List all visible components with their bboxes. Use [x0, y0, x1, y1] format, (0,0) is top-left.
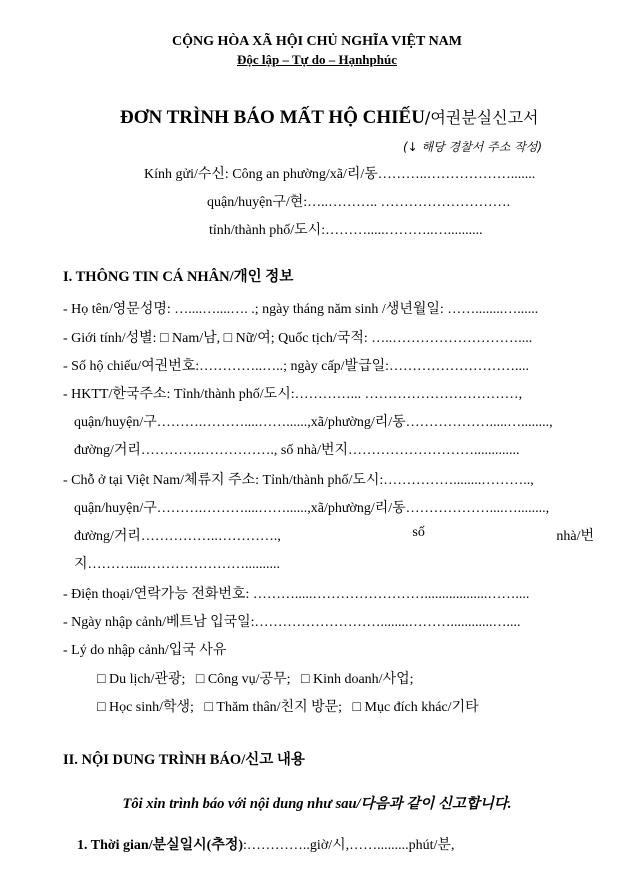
street-label: đường/거리……………..…………., — [74, 529, 281, 544]
form-title — [120, 105, 539, 129]
purpose-checkboxes-row-2[interactable]: □ Học sinh/학생; □ Thăm thân/친지 방문; □ Mục đích khác/기타 — [97, 700, 479, 715]
field-loss-time[interactable] — [77, 834, 454, 854]
field-korea-district[interactable]: quận/huyện/구……….………....……......,xã/phường/리/동……………….....…........, — [74, 415, 553, 430]
field-name-dob[interactable]: - Họ tên/영문성명: …....…....…. .; ngày tháng năm sinh /생년월일: ……........…...... — [63, 302, 539, 317]
field-vn-house-number[interactable]: 지……….....………………….......... — [74, 557, 281, 572]
field-entry-purpose-label: - Lý do nhập cảnh/입국 사유 — [63, 643, 227, 658]
title-kr: /여권분실신고서 — [424, 108, 539, 127]
field-vn-address[interactable]: - Chỗ ở tại Việt Nam/체류지 주소: Tỉnh/thành phố/도시:……………........……….., — [63, 473, 534, 488]
title-vi: ĐƠN TRÌNH BÁO MẤT HỘ CHIẾU — [120, 107, 425, 128]
purpose-checkboxes-row-1[interactable]: □ Du lịch/관광; □ Công vụ/공무; □ Kinh doanh/사업; — [97, 672, 414, 687]
section-2-heading: II. NỘI DUNG TRÌNH BÁO/신고 내용 — [63, 752, 305, 768]
number-label: số — [412, 525, 425, 540]
field-korea-address[interactable]: - HKTT/한국주소: Tỉnh/thành phố/도시:…………... ……………………………, — [63, 387, 523, 402]
section-1-heading: I. THÔNG TIN CÁ NHÂN/개인 정보 — [63, 269, 294, 285]
address-note: (↓ 해당 경찰서 주소 작성) — [403, 140, 543, 154]
recipient-line-2: quận/huyện구/현:…..……….. ………………………. — [207, 195, 511, 210]
loss-time-label: 1. Thời gian/분실일시(추정) — [77, 838, 244, 853]
recipient-line-1: Kính gửi/수신: Công an phường/xã/리/동………..………………....... — [144, 167, 536, 182]
loss-time-blanks: :…………..giờ/시,…….........phút/분, — [243, 838, 455, 853]
motto: Độc lập – Tự do – Hạnhphúc — [237, 52, 397, 67]
national-header: CỘNG HÒA XÃ HỘI CHỦ NGHĨA VIỆT NAM — [171, 34, 462, 49]
field-vn-district[interactable]: quận/huyện/구……….………....……......,xã/phường/리/동………………....…........, — [74, 501, 550, 516]
house-label: nhà/번 — [556, 529, 594, 544]
field-phone[interactable]: - Điện thoại/연락가능 전화번호: ……….....……………………..................…….... — [63, 587, 530, 602]
field-korea-street[interactable]: đường/거리………….……………., số nhà/번지………………………............. — [74, 443, 520, 458]
field-vn-street[interactable] — [74, 525, 594, 545]
section-2-intro: Tôi xin trình báo với nội dung như sau/다음과 같이 신고합니다. — [122, 796, 512, 812]
recipient-line-3: tỉnh/thành phố/도시:……….....………..….......... — [209, 223, 483, 238]
field-entry-date[interactable]: - Ngày nhập cảnh/베트남 입국일:………………………........………............….... — [63, 615, 521, 630]
field-gender-nationality[interactable]: - Giới tính/성별: □ Nam/남, □ Nữ/여; Quốc tịch/국적: …..……………………….... — [63, 331, 533, 346]
field-passport-number[interactable]: - Số hộ chiếu/여권번호:…………..…..; ngày cấp/발급일:……………………….... — [63, 359, 530, 374]
